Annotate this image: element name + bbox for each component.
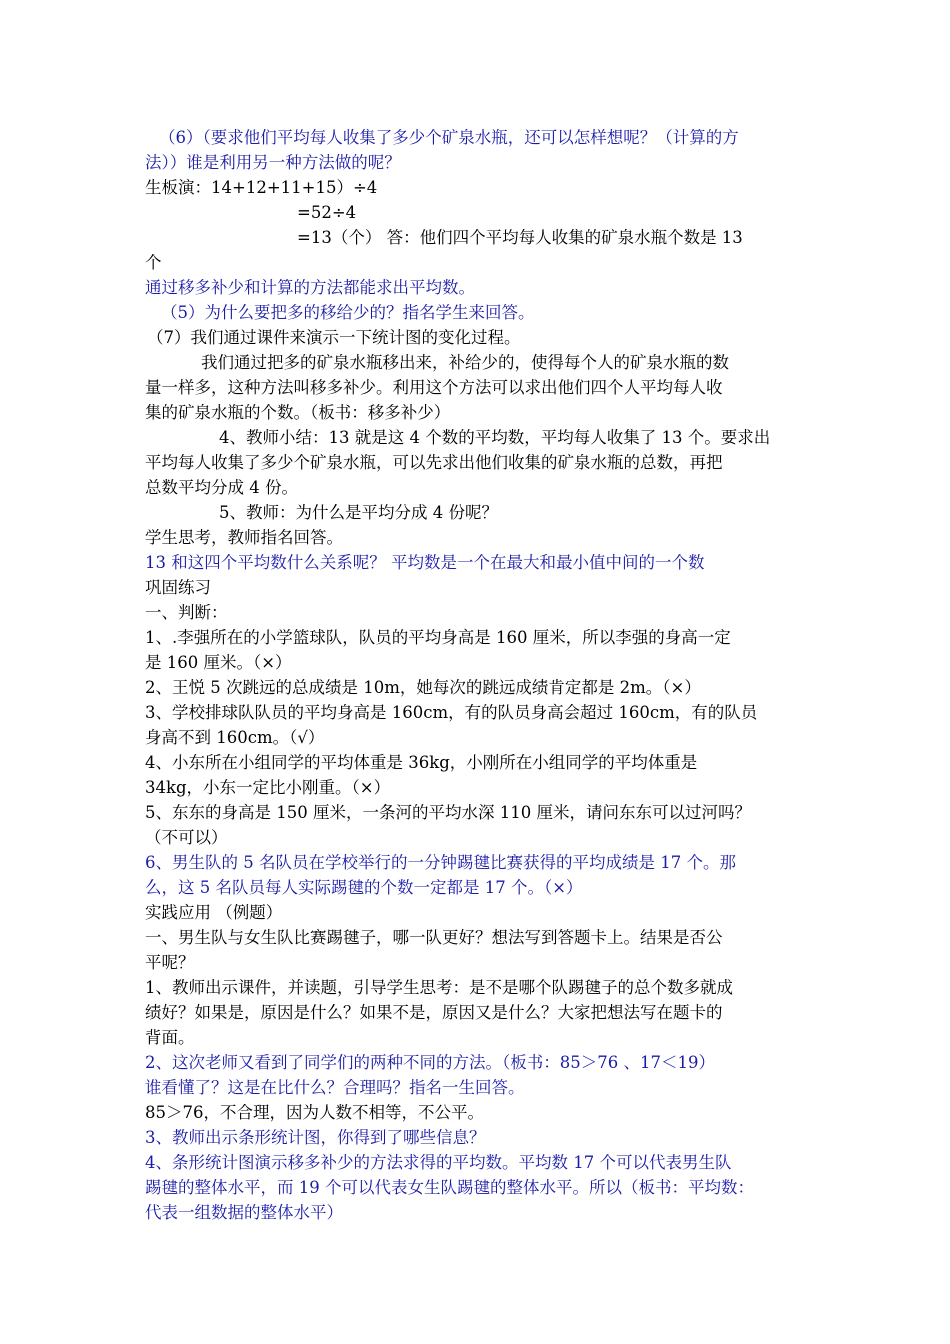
text-line: 4、教师小结：13 就是这 4 个数的平均数，平均每人收集了 13 个。要求出 [219, 428, 771, 447]
text-line: 身高不到 160cm。（√） [145, 728, 325, 747]
text-line: 6、男生队的 5 名队员在学校举行的一分钟踢毽比赛获得的平均成绩是 17 个。那 [145, 853, 736, 872]
text-line: =52÷4 [297, 203, 357, 222]
text-line: 一、判断： [145, 603, 228, 622]
text-line: 法））谁是利用另一种方法做的呢？ [145, 153, 401, 172]
text-line: 平均每人收集了多少个矿泉水瓶，可以先求出他们收集的矿泉水瓶的总数，再把 [145, 453, 723, 472]
text-line: 4、小东所在小组同学的平均体重是 36kg，小刚所在小组同学的平均体重是 [145, 753, 698, 772]
section-heading: 巩固练习 [145, 578, 211, 597]
text-line: 一、男生队与女生队比赛踢毽子，哪一队更好？想法写到答题卡上。结果是否公 [145, 928, 723, 947]
text-line: 通过移多补少和计算的方法都能求出平均数。 [145, 278, 475, 297]
text-line: 量一样多，这种方法叫移多补少。利用这个方法可以求出他们四个人平均每人收 [145, 378, 723, 397]
text-line: 集的矿泉水瓶的个数。（板书：移多补少） [145, 403, 451, 422]
text-line: 我们通过把多的矿泉水瓶移出来，补给少的，使得每个人的矿泉水瓶的数 [201, 353, 729, 372]
text-line: 么，这 5 名队员每人实际踢毽的个数一定都是 17 个。（×） [145, 878, 583, 897]
text-line: 个 [145, 253, 162, 272]
text-line: 2、王悦 5 次跳远的总成绩是 10m，她每次的跳远成绩肯定都是 2m。（×） [145, 678, 701, 697]
text-line: 85＞76，不合理，因为人数不相等，不公平。 [145, 1103, 484, 1122]
text-line: 5、东东的身高是 150 厘米，一条河的平均水深 110 厘米，请问东东可以过河吗？ [145, 803, 751, 822]
text-line: 学生思考，教师指名回答。 [145, 528, 343, 547]
text-line: 13 和这四个平均数什么关系呢？ 平均数是一个在最大和最小值中间的一个数 [145, 553, 705, 572]
text-line: 3、教师出示条形统计图，你得到了哪些信息？ [145, 1128, 486, 1147]
text-line: （不可以） [145, 828, 228, 847]
text-line: 是 160 厘米。（×） [145, 653, 292, 672]
text-line: =13（个） 答：他们四个平均每人收集的矿泉水瓶个数是 13 [297, 228, 743, 247]
text-line: 踢毽的整体水平，而 19 个可以代表女生队踢毽的整体水平。所以（板书：平均数： [145, 1178, 754, 1197]
text-line: 背面。 [145, 1028, 195, 1047]
text-line: 2、这次老师又看到了同学们的两种不同的方法。（板书：85＞76 、17＜19） [145, 1053, 715, 1072]
text-line: 34kg，小东一定比小刚重。（×） [145, 778, 391, 797]
text-line: 谁看懂了？这是在比什么？合理吗？指名一生回答。 [145, 1078, 525, 1097]
text-line: （7）我们通过课件来演示一下统计图的变化过程。 [147, 328, 521, 347]
text-line: 总数平均分成 4 份。 [145, 478, 298, 497]
text-line: 4、条形统计图演示移多补少的方法求得的平均数。平均数 17 个可以代表男生队 [145, 1153, 732, 1172]
text-line: 1、教师出示课件，并读题，引导学生思考：是不是哪个队踢毽子的总个数多就成 [145, 978, 733, 997]
text-line: 平呢？ [145, 953, 195, 972]
text-line: 绩好？如果是，原因是什么？如果不是，原因又是什么？大家把想法写在题卡的 [145, 1003, 723, 1022]
text-line: 3、学校排球队队员的平均身高是 160cm，有的队员身高会超过 160cm，有的队员 [145, 703, 758, 722]
text-line: （6）（要求他们平均每人收集了多少个矿泉水瓶，还可以怎样想呢？（计算的方 [159, 128, 739, 147]
text-line: 5、教师：为什么是平均分成 4 份呢？ [219, 503, 498, 522]
section-heading: 实践应用 （例题） [145, 903, 283, 922]
text-line: （5）为什么要把多的移给少的？指名学生来回答。 [161, 303, 535, 322]
text-line: 生板演：14+12+11+15）÷4 [145, 178, 378, 197]
text-line: 1、.李强所在的小学篮球队，队员的平均身高是 160 厘米，所以李强的身高一定 [145, 628, 731, 647]
text-line: 代表一组数据的整体水平） [145, 1203, 343, 1222]
